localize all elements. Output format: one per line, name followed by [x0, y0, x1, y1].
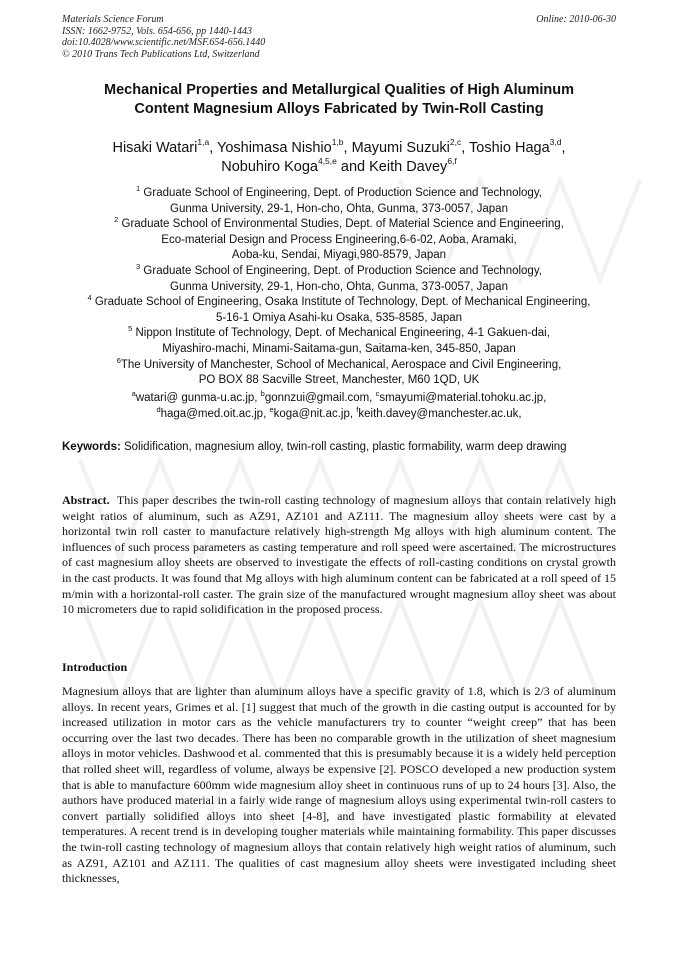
doi-line[interactable]: doi:10.4028/www.scientific.net/MSF.654-656.1440 [62, 37, 266, 48]
introduction-text: Magnesium alloys that are lighter than aluminum alloys have a specific gravity of 1.8, which is 2/3 of aluminum alloys. In recent years, Grimes et al. [1] suggest that much of the growth in die casting output is accounted for by increased utilization in motor cars as the vehicle manufacturers try to counter “weight creep” that has been occurring over the last two decades. There has been no comparable growth in the utilization of sheet magnesium alloys in motor vehicles. Dashwood et al. commented that this is presumably because it is a widely held perception that rolled sheet will, regardless of volume, always be expensive [2]. POSCO developed a new production system that is able to manufacture 600mm wide magnesium alloy sheet in continuous runs of up to 24 hours [3]. Also, the authors have produced material in a fairly wide range of magnesium alloys using experimental twin-roll casters to convert partially solidified alloys into sheet [4-8], and have investigated plastic formability at elevated temperatures. A recent trend is in developing tougher materials while maintaining formability. This paper discusses the twin-roll casting technology of magnesium alloys that contain relatively high weight ratios of aluminum, such as AZ91, AZ101 and AZ111. The qualities of cast magnesium alloy sheets were investigated including sheet thicknesses, [62, 684, 616, 886]
affiliation-line: Gunma University, 29-1, Hon-cho, Ohta, Gunma, 373-0057, Japan [170, 280, 508, 293]
title-line-2: Content Magnesium Alloys Fabricated by Twin-Roll Casting [134, 101, 544, 117]
author-affil-mark: 4,5,e [317, 155, 337, 166]
email-address[interactable]: smayumi@material.tohoku.ac.jp, [379, 392, 547, 404]
email-line-1 [30, 390, 648, 406]
author-name: Nobuhiro Koga [221, 158, 318, 175]
email-address[interactable]: haga@med.oit.ac.jp, [160, 408, 270, 420]
author-affil-mark: 3,d [549, 137, 562, 147]
affiliation-6 [30, 355, 648, 389]
author-affil-mark: 6,f [447, 155, 457, 166]
affiliation-number: 5 [128, 324, 133, 334]
affiliation-number: 6 [116, 355, 121, 365]
affiliation-line: Graduate School of Engineering, Dept. of Production Science and Technology, [143, 264, 542, 277]
author-name: Toshio Haga [469, 140, 550, 156]
affiliation-line: 5-16-1 Omiya Asahi-ku Osaka, 535-8585, Japan [215, 311, 463, 324]
affiliation-line: Graduate School of Engineering, Osaka Institute of Technology, Dept. of Mechanical Engineering, [94, 296, 591, 309]
affiliation-line: Graduate School of Engineering, Dept. of Production Science and Technology, [143, 187, 542, 199]
paper-title [40, 81, 638, 119]
affiliation-line: Aoba-ku, Sendai, Miyagi,980-8579, Japan [231, 249, 447, 262]
abstract [62, 493, 619, 618]
author-name: Mayumi Suzuki [351, 140, 450, 156]
affiliation-number: 2 [114, 215, 119, 225]
affiliation-number: 1 [136, 184, 141, 193]
affiliation-4 [30, 295, 648, 326]
affiliation-number: 3 [136, 261, 141, 271]
author-name: Keith Davey [369, 158, 448, 175]
author-separator: , [343, 140, 352, 156]
abstract-text: This paper describes the twin-roll casting technology of magnesium alloys that contain relatively high weight ratios of aluminum, such as AZ91, AZ101 and AZ111. The magnesium alloy sheets were cast by a horizontal twin roll caster to manufacture relatively high-strength Mg alloys with high aluminum content. The influences of such process parameters as casting temperature and roll speed were ascertained. The microstructures of cast magnesium alloy sheets are observed to investigate the effects of roll-casting conditions on crystal growth in the cast products. It was found that Mg alloys with high aluminum content can be fabricated at a roll speed of 15 m/min with a horizontal-roll caster. The grain size of the manufactured wrought magnesium alloy sheet was about 10 micrometers due to rapid solidification in the proposed process. [62, 493, 619, 617]
affiliation-1 [30, 186, 648, 217]
email-address[interactable]: watari@ gunma-u.ac.jp, [135, 392, 261, 404]
journal-name: Materials Science Forum [62, 14, 164, 25]
affiliation-line: Miyashiro-machi, Minami-Saitama-gun, Saitama-ken, 345-850, Japan [162, 342, 516, 355]
affiliation-line: Eco-material Design and Process Engineering,6-6-02, Aoba, Aramaki, [161, 233, 517, 246]
affiliations [30, 186, 648, 389]
affiliation-2 [30, 217, 648, 264]
affiliation-3 [30, 261, 648, 295]
author-name: Yoshimasa Nishio [216, 140, 332, 156]
keywords-text: Solidification, magnesium alloy, twin-roll casting, plastic formability, warm deep drawing [120, 441, 567, 453]
abstract-label: Abstract. [62, 493, 110, 507]
email-mark: e [269, 405, 274, 414]
author-list [40, 139, 638, 176]
author-line-2 [40, 155, 638, 177]
email-mark: f [356, 405, 359, 414]
email-mark: d [156, 405, 161, 414]
keywords-label: Keywords: [62, 441, 121, 453]
issn-line: ISSN: 1662-9752, Vols. 654-656, pp 1440-1443 [62, 25, 252, 37]
email-address[interactable]: gonnzui@gmail.com, [264, 392, 376, 404]
keywords [62, 440, 622, 455]
author-separator: , [209, 140, 217, 156]
author-separator: and [336, 158, 370, 175]
affiliation-line: Graduate School of Environmental Studies, Dept. of Material Science and Engineering, [121, 218, 564, 231]
affiliation-5 [30, 326, 648, 357]
affiliation-line: The University of Manchester, School of Mechanical, Aerospace and Civil Engineering, [120, 358, 562, 371]
author-name: Hisaki Watari [112, 140, 198, 156]
affiliation-line: Nippon Institute of Technology, Dept. of Mechanical Engineering, 4-1 Gakuen-dai, [135, 327, 550, 340]
email-line-2 [30, 406, 648, 422]
email-mark: c [375, 389, 380, 398]
author-separator: , [461, 140, 470, 156]
author-affil-mark: 1,b [331, 137, 344, 147]
title-line-1: Mechanical Properties and Metallurgical Qualities of High Aluminum [104, 82, 574, 98]
email-address[interactable]: keith.davey@manchester.ac.uk, [358, 408, 522, 420]
journal-header [62, 14, 265, 60]
author-emails [30, 390, 648, 422]
email-mark: b [260, 389, 265, 398]
affiliation-number: 4 [87, 293, 92, 303]
copyright-line: © 2010 Trans Tech Publications Ltd, Switzerland [62, 48, 260, 60]
affiliation-line: Gunma University, 29-1, Hon-cho, Ohta, Gunma, 373-0057, Japan [170, 202, 508, 215]
author-affil-mark: 2,c [449, 137, 462, 147]
email-address[interactable]: koga@nit.ac.jp, [273, 408, 357, 420]
email-mark: a [131, 389, 136, 398]
online-date: Online: 2010-06-30 [536, 14, 616, 25]
affiliation-line: PO BOX 88 Sacville Street, Manchester, M60 1QD, UK [198, 374, 480, 387]
author-separator: , [561, 140, 566, 156]
author-affil-mark: 1,a [197, 137, 210, 147]
author-line-1 [40, 139, 638, 158]
introduction-heading: Introduction [62, 660, 128, 674]
